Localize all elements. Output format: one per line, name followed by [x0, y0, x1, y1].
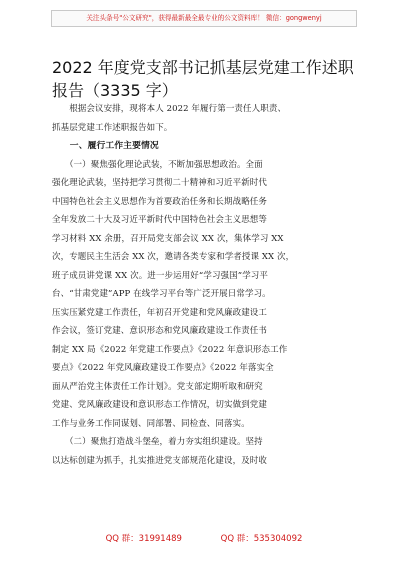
footer-qq-group-2: QQ 群：535304092: [220, 534, 303, 544]
text-line: 党建、党风廉政建设和意识形态工作情况，切实做到党建: [52, 400, 268, 410]
text-line: 以达标创建为抓手，扎实推进党支部规范化建设，及时收: [52, 455, 268, 466]
footer-contact: [0, 532, 408, 544]
footer-qq-group-1: QQ 群：31991489: [105, 534, 182, 544]
document-title: [52, 56, 352, 102]
promo-banner: 关注头条号"公文研究"，获得最新最全最专业的公文资料库！ 微信：gongwenyj: [51, 10, 357, 27]
text-line: 学习材料 XX 余册，召开局党支部会议 XX 次，集体学习 XX: [52, 233, 284, 244]
text-line: 中国特色社会主义思想作为首要政治任务和长期战略任务: [52, 196, 268, 207]
text-line: 面从严治党主体责任工作计划》。党支部定期听取和研究: [52, 381, 263, 392]
text-line: 工作与业务工作同谋划、同部署、同检查、同落实。: [52, 418, 250, 429]
paragraph-1: [52, 156, 358, 434]
title-line-1: 2022 年度党支部书记抓基层党建工作述职: [52, 58, 354, 77]
text-line: 全年发放二十大及习近平新时代中国特色社会主义思想等: [52, 215, 268, 225]
text-line: 压实压紧党建工作责任，年初召开党建和党风廉政建设工: [52, 307, 268, 318]
text-line: 强化理论武装，坚持把学习贯彻二十精神和习近平新时代: [52, 178, 268, 188]
text-line: 作会议，签订党建、意识形态和党风廉政建设工作责任书: [52, 326, 268, 336]
intro-paragraph: [52, 100, 358, 137]
text-line: （一）聚焦强化理论武装，不断加强思想政治。全面: [52, 159, 263, 170]
section-heading: [52, 137, 358, 156]
text-line: 班子成员讲党课 XX 次。进一步运用好“学习强国”学习平: [52, 270, 268, 281]
paragraph-2: [52, 433, 358, 470]
text-line: 要点》《2022 年党风廉政建设工作要点》《2022 年落实全: [52, 363, 274, 373]
text-line: （二）聚焦打造战斗堡垒，着力夯实组织建设。坚持: [52, 437, 263, 447]
text-line: 一、履行工作主要情况: [52, 141, 159, 151]
document-body: [52, 100, 358, 470]
text-line: 制定 XX 局《2022 年党建工作要点》《2022 年意识形态工作: [52, 344, 288, 355]
title-line-2: 报告（3335 字）: [52, 81, 178, 100]
text-line: 抓基层党建工作述职报告如下。: [52, 122, 173, 133]
text-line: 台、“甘肃党建”APP 在线学习平台等广泛开展日常学习。: [52, 289, 271, 299]
text-line: 次，专题民主生活会 XX 次，邀请各类专家和学者授课 XX 次，: [52, 252, 295, 262]
text-line: 根据会议安排，现将本人 2022 年履行第一责任人职责、: [52, 104, 287, 114]
